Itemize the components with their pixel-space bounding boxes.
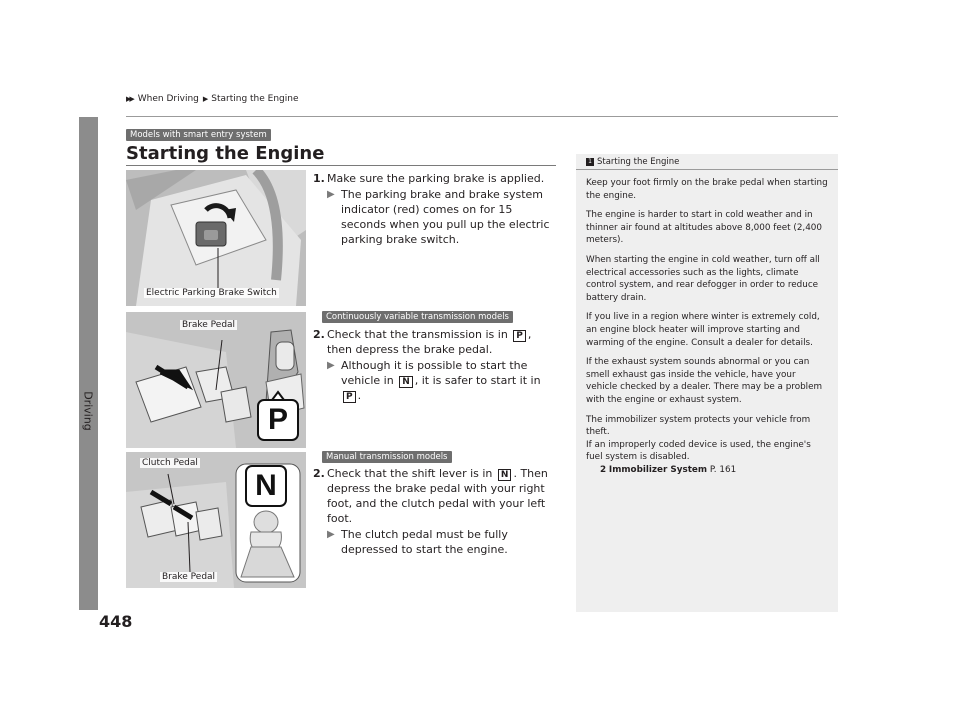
step-subtext: , it is safer to start it in bbox=[414, 374, 541, 387]
step-subtext: . bbox=[357, 389, 362, 402]
note-paragraph: The immobilizer system protects your vehicle from theft. If an improperly coded device is used, the engine's fuel system is disabled. bbox=[586, 414, 811, 463]
note-paragraph: The engine is harder to start in cold weather and in thinner air found at altitudes above 8,000 feet (2,400 meters). bbox=[586, 210, 822, 246]
cvt-models-tag: Continuously variable transmission models bbox=[322, 311, 513, 323]
parking-brake-figure bbox=[126, 170, 306, 306]
arrow-icon: ▶ bbox=[327, 189, 335, 200]
step-number: 2. bbox=[313, 328, 325, 341]
step-number: 1. bbox=[313, 172, 325, 185]
step-text: Check that the shift lever is in bbox=[327, 467, 493, 480]
figure-label: Clutch Pedal bbox=[142, 458, 198, 468]
gear-key-p: P bbox=[343, 391, 356, 403]
step-subtext: Although it is possible to start the vehicle in bbox=[341, 359, 528, 387]
gear-key-p: P bbox=[513, 330, 526, 342]
chapter-label: Driving bbox=[81, 391, 95, 431]
step-subtext: The clutch pedal must be fully depressed to start the engine. bbox=[341, 528, 508, 556]
section-tag: Models with smart entry system bbox=[126, 129, 271, 141]
step-text: Make sure the parking brake is applied. bbox=[327, 172, 545, 185]
side-note bbox=[576, 154, 838, 612]
breadcrumb-arrow-icon: ▶ bbox=[202, 95, 207, 103]
reference-icon: 2 bbox=[600, 464, 607, 475]
manual-models-tag: Manual transmission models bbox=[322, 451, 452, 463]
gear-key-n: N bbox=[498, 469, 512, 481]
note-icon: 1 bbox=[586, 158, 594, 166]
figure-label: Brake Pedal bbox=[182, 320, 236, 330]
breadcrumb-item[interactable]: Starting the Engine bbox=[211, 94, 299, 104]
step-2-cvt bbox=[313, 327, 558, 403]
cvt-figure bbox=[126, 312, 306, 448]
note-heading: Starting the Engine bbox=[597, 157, 680, 167]
arrow-icon: ▶ bbox=[327, 529, 335, 540]
title-divider bbox=[126, 165, 556, 166]
manual-figure bbox=[126, 452, 306, 588]
note-paragraph: If the exhaust system sounds abnormal or you can smell exhaust gas inside the vehicle, have your vehicle checked by a dealer. There may be a problem with the engine or exhaust system. bbox=[586, 357, 823, 405]
step-text: . Then depress the brake pedal with your right foot, and the clutch pedal with your left foot. bbox=[327, 467, 548, 525]
step-text: , then depress the brake pedal. bbox=[327, 328, 532, 356]
gear-letter-p: P bbox=[267, 403, 288, 436]
header-divider bbox=[126, 116, 838, 117]
gear-letter-n: N bbox=[255, 469, 277, 502]
chapter-side-tab bbox=[79, 117, 98, 610]
figure-label: Brake Pedal bbox=[162, 572, 216, 582]
note-paragraph: When starting the engine in cold weather, turn off all electrical accessories such as the lights, climate control system, and rear defogger in order to reduce battery drain. bbox=[586, 254, 820, 303]
step-subtext: The parking brake and brake system indicator (red) comes on for 15 seconds when you pull up the electric parking brake switch. bbox=[341, 188, 550, 246]
breadcrumb-arrow-icon: ▶▶ bbox=[126, 95, 133, 103]
reference-page: P. 161 bbox=[709, 464, 737, 475]
page-title: Starting the Engine bbox=[126, 143, 325, 164]
arrow-icon: ▶ bbox=[327, 360, 335, 371]
breadcrumb bbox=[126, 94, 299, 104]
reference-title[interactable]: Immobilizer System bbox=[608, 464, 708, 475]
step-text: Check that the transmission is in bbox=[327, 328, 508, 341]
step-1 bbox=[313, 171, 558, 247]
step-2-manual bbox=[313, 466, 558, 557]
gear-key-n: N bbox=[399, 376, 413, 388]
note-paragraph: Keep your foot firmly on the brake pedal when starting the engine. bbox=[586, 178, 828, 201]
note-reference-link[interactable] bbox=[600, 464, 828, 476]
breadcrumb-item[interactable]: When Driving bbox=[137, 94, 199, 104]
page-number: 448 bbox=[99, 612, 133, 631]
step-number: 2. bbox=[313, 467, 325, 480]
note-paragraph: If you live in a region where winter is extremely cold, an engine block heater will improve starting and warming of the engine. Consult a dealer for details. bbox=[586, 312, 820, 348]
figure-label: Electric Parking Brake Switch bbox=[146, 288, 277, 298]
